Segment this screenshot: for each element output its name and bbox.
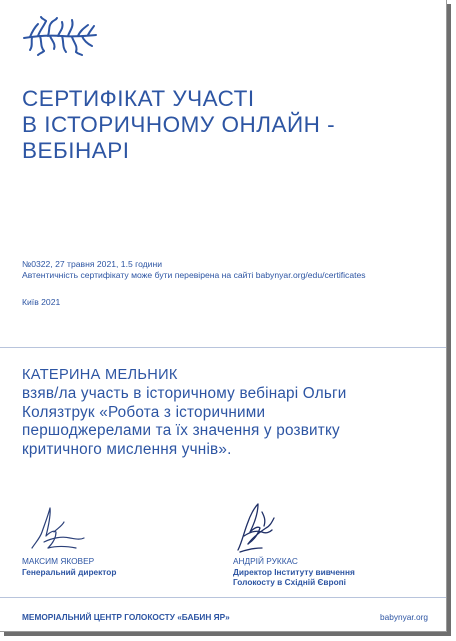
signatory-2-role-line-2: Голокосту в Східній Європі [233, 577, 346, 587]
statement-line-4: критичного мислення учнів». [22, 440, 232, 458]
place-year: Київ 2021 [22, 297, 61, 307]
title-line-2: В ІСТОРИЧНОМУ ОНЛАЙН - [22, 112, 336, 137]
title-line-1: СЕРТИФІКАТ УЧАСТІ [22, 86, 255, 111]
footer-organization: МЕМОРІАЛЬНИЙ ЦЕНТР ГОЛОКОСТУ «БАБИН ЯР» [22, 612, 230, 622]
certificate-title [22, 86, 422, 164]
signatory-2-name: АНДРІЙ РУККАС [233, 556, 298, 566]
divider-top [0, 347, 446, 348]
recipient-name: КАТЕРИНА МЕЛЬНИК [22, 367, 178, 383]
signatory-1-role: Генеральний директор [22, 566, 117, 577]
certificate-number-date: №0322, 27 травня 2021, 1.5 години [22, 259, 163, 269]
verification-note: Автентичність сертифікату може бути перевірена на сайті babynyar.org/edu/certificates [22, 270, 366, 280]
signatory-1 [22, 556, 116, 577]
signatory-2 [233, 556, 355, 588]
divider-bottom [0, 597, 446, 598]
statement-line-1: взяв/ла участь в історичному вебінарі Ольги [22, 385, 347, 402]
statement-line-3: першоджерелами та їх значення у розвитку [22, 422, 340, 439]
footer-website-link[interactable]: babynyar.org [380, 612, 428, 622]
root-branches-logo-icon [22, 16, 98, 56]
signatory-1-name: МАКСИМ ЯКОВЕР [22, 556, 95, 566]
participation-statement [22, 385, 432, 459]
statement-line-2: Колязтрук «Робота з історичними [22, 403, 266, 421]
title-line-3: ВЕБІНАРІ [22, 138, 130, 163]
signature-2-icon [232, 502, 276, 556]
signatory-2-role-line-1: Директор Інституту вивчення [233, 566, 355, 577]
signature-1-icon [26, 502, 86, 554]
